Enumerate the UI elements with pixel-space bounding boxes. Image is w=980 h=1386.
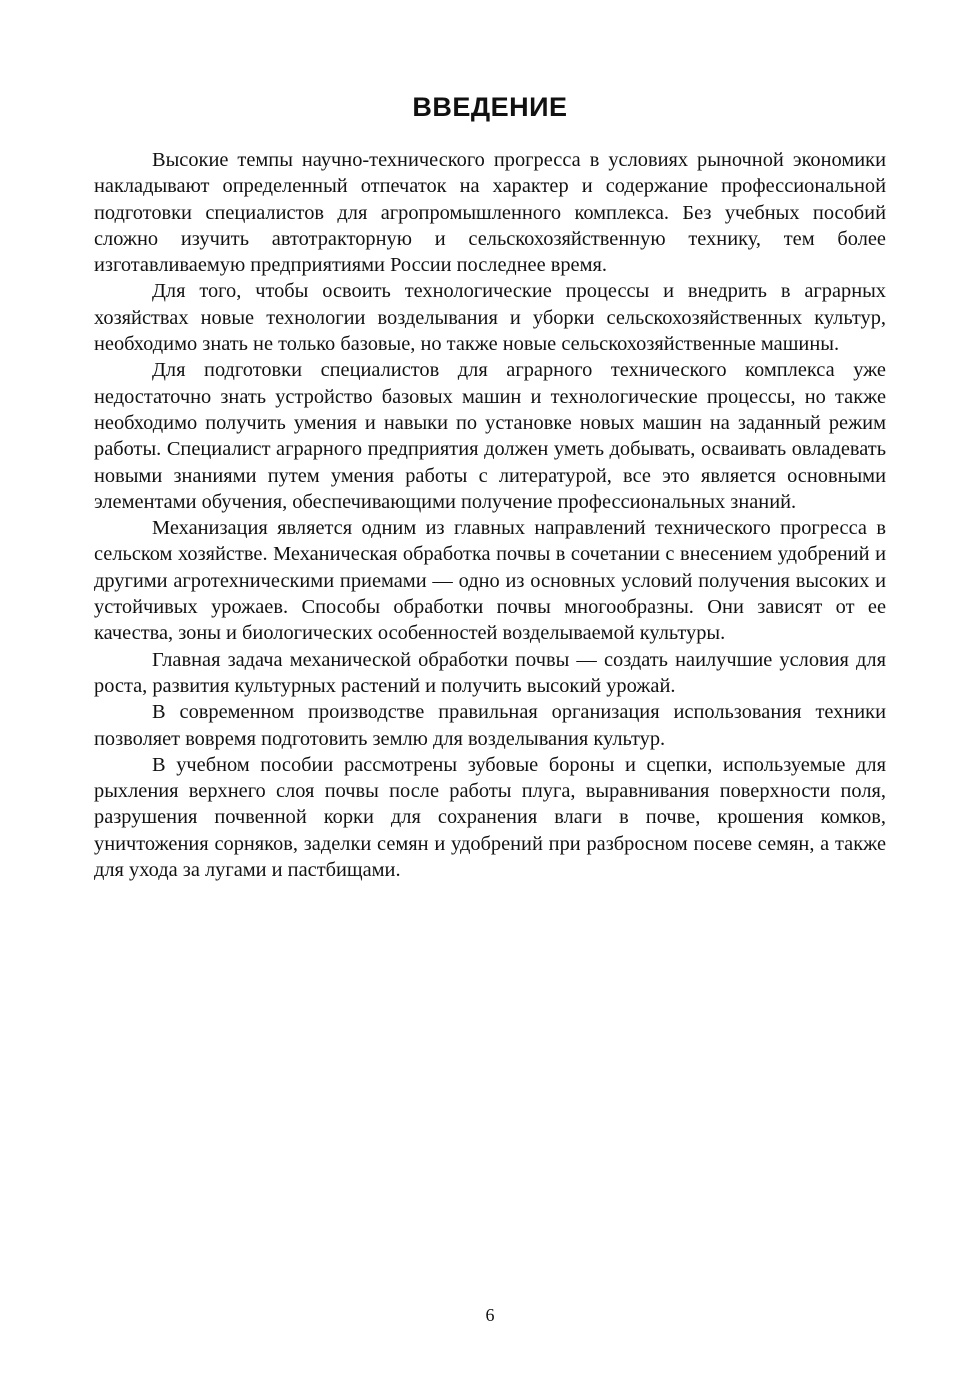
- page-title: ВВЕДЕНИЕ: [412, 92, 568, 122]
- paragraph-7: В учебном пособии рассмотрены зубовые бороны и сцепки, используемые для рыхления верхнего слоя почвы после работы плуга, выравнивания поверхности поля, разрушения почвенной корки для сохранения влаги в почве, крошения комков, уничтожения сорняков, заделки семян и удобрений при разбросном посеве семян, а также для ухода за лугами и пастбищами.: [94, 753, 886, 882]
- paragraph-6: В современном производстве правильная организация использования техники позволяет вовремя подготовить землю для возделывания культур.: [94, 701, 886, 750]
- paragraph-4: Механизация является одним из главных направлений технического прогресса в сельском хозяйстве. Механическая обработка почвы в сочетании с внесением удобрений и другими агротехническими приемами — одно из основных условий получения высоких и устойчивых урожаев. Способы обработки почвы многообразны. Они зависят от ее качества, зоны и биологических особенностей возделываемой культуры.: [94, 517, 886, 645]
- body-text: [94, 147, 886, 883]
- paragraph-5: Главная задача механической обработки почвы — создать наилучшие условия для роста, развития культурных растений и получить высокий урожай.: [94, 648, 886, 697]
- paragraph-3: Для подготовки специалистов для аграрного технического комплекса уже недостаточно знать устройство базовых машин и технологические процессы, но также необходимо получить умения и навыки по установке новых машин на заданный режим работы. Специалист аграрного предприятия должен уметь добывать, осваивать овладевать новыми знаниями путем умения работы с литературой, все это является основными элементами обучения, обеспечивающими получение профессиональных знаний.: [94, 359, 886, 513]
- page-number: 6: [485, 1305, 495, 1325]
- paragraph-1: Высокие темпы научно-технического прогресса в условиях рыночной экономики накладывают определенный отпечаток на характер и содержание профессиональной подготовки специалистов для агропромышленного комплекса. Без учебных пособий сложно изучить автотракторную и сельскохозяйственную технику, тем более изготавливаемую предприятиями России последнее время.: [94, 149, 886, 277]
- paragraph-2: Для того, чтобы освоить технологические процессы и внедрить в аграрных хозяйствах новые технологии возделывания и уборки сельскохозяйственных культур, необходимо знать не только базовые, но также новые сельскохозяйственные машины.: [94, 280, 886, 356]
